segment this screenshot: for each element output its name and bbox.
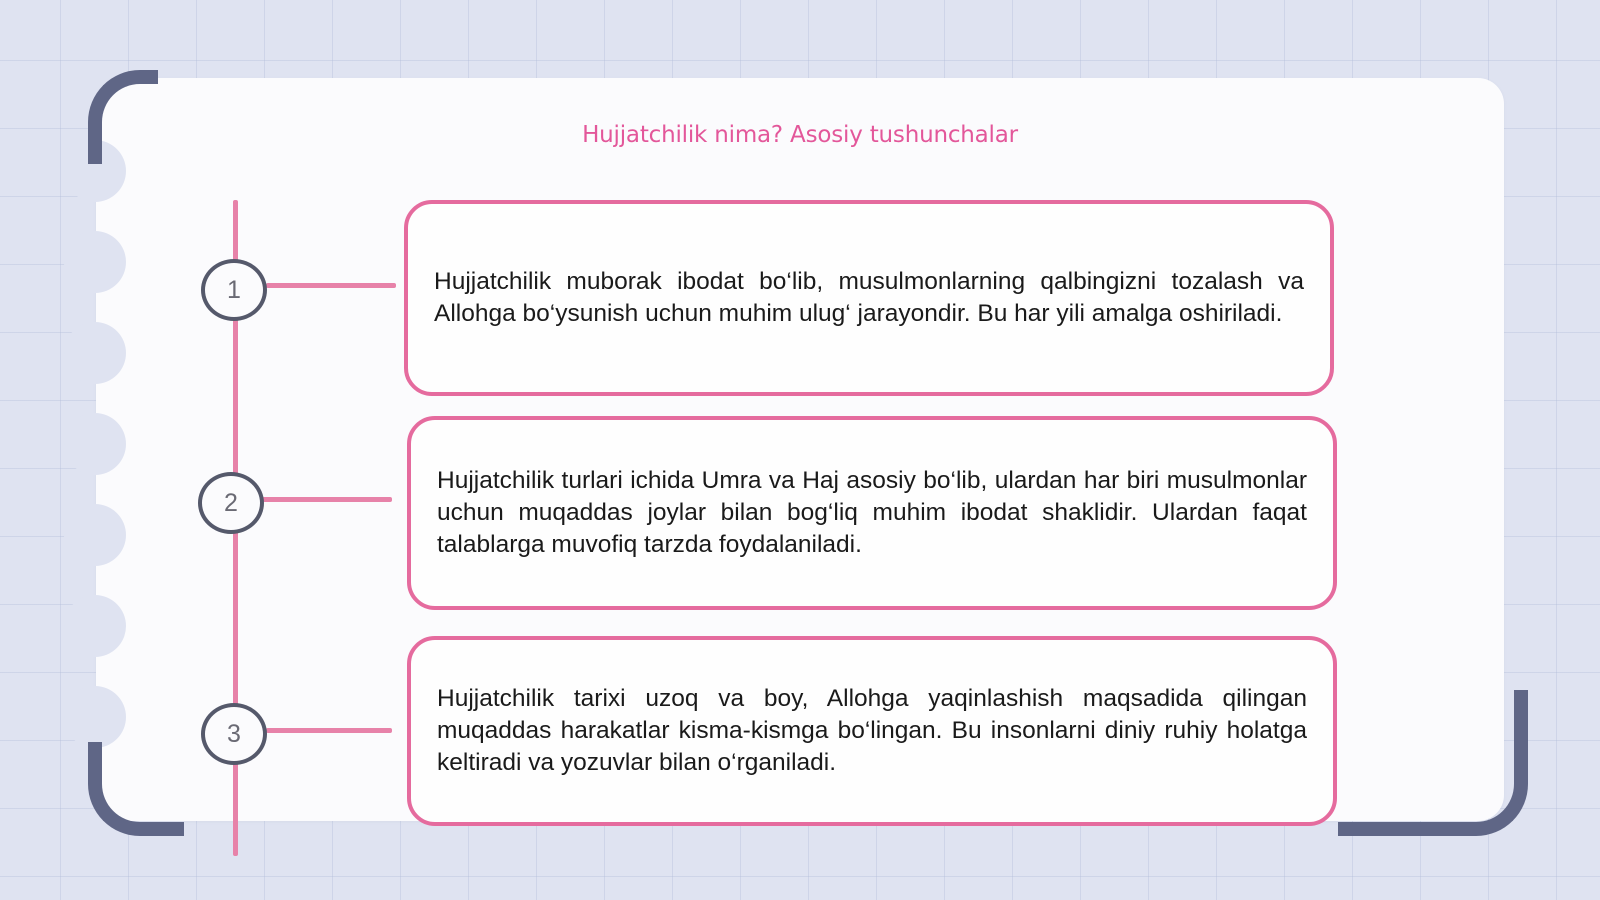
paper-scallop	[64, 413, 126, 475]
info-card	[407, 636, 1337, 826]
paper-scallop	[64, 231, 126, 293]
connector-line	[262, 497, 392, 502]
info-card-text: Hujjatchilik muborak ibodat bo‘lib, musulmonlarning qalbingizni tozalash va Allohga bo‘ysunish uchun muhim ulug‘ jarayondir. Bu har yili amalga oshiriladi.	[434, 268, 1304, 327]
info-card-text: Hujjatchilik tarixi uzoq va boy, Allohga yaqinlashish maqsadida qilingan muqaddas harakatlar kisma-kismga bo‘lingan. Bu insonlarni diniy ruhiy holatga keltiradi va yozuvlar bilan o‘rganiladi.	[437, 685, 1307, 776]
corner-bracket-bottom-left	[88, 742, 184, 836]
step-number-circle: 1	[201, 259, 267, 321]
info-card-text: Hujjatchilik turlari ichida Umra va Haj asosiy bo‘lib, ulardan har biri musulmonlar uchun muqaddas joylar bilan bog‘liq muhim ibodat shaklidir. Ulardan faqat talablarga muvofiq tarzda foydalaniladi.	[437, 467, 1307, 558]
corner-bracket-top-left	[88, 70, 158, 164]
corner-bracket-bottom-right	[1338, 690, 1528, 836]
step-number-circle: 3	[201, 703, 267, 765]
connector-line	[266, 728, 392, 733]
paper-scallop	[64, 686, 126, 748]
info-card	[404, 200, 1334, 396]
paper-scallop	[64, 504, 126, 566]
step-number-circle: 2	[198, 472, 264, 534]
paper-scallop	[64, 595, 126, 657]
info-card	[407, 416, 1337, 610]
slide-title: Hujjatchilik nima? Asosiy tushunchalar	[582, 122, 1018, 148]
connector-line	[266, 283, 396, 288]
paper-scallop	[64, 322, 126, 384]
